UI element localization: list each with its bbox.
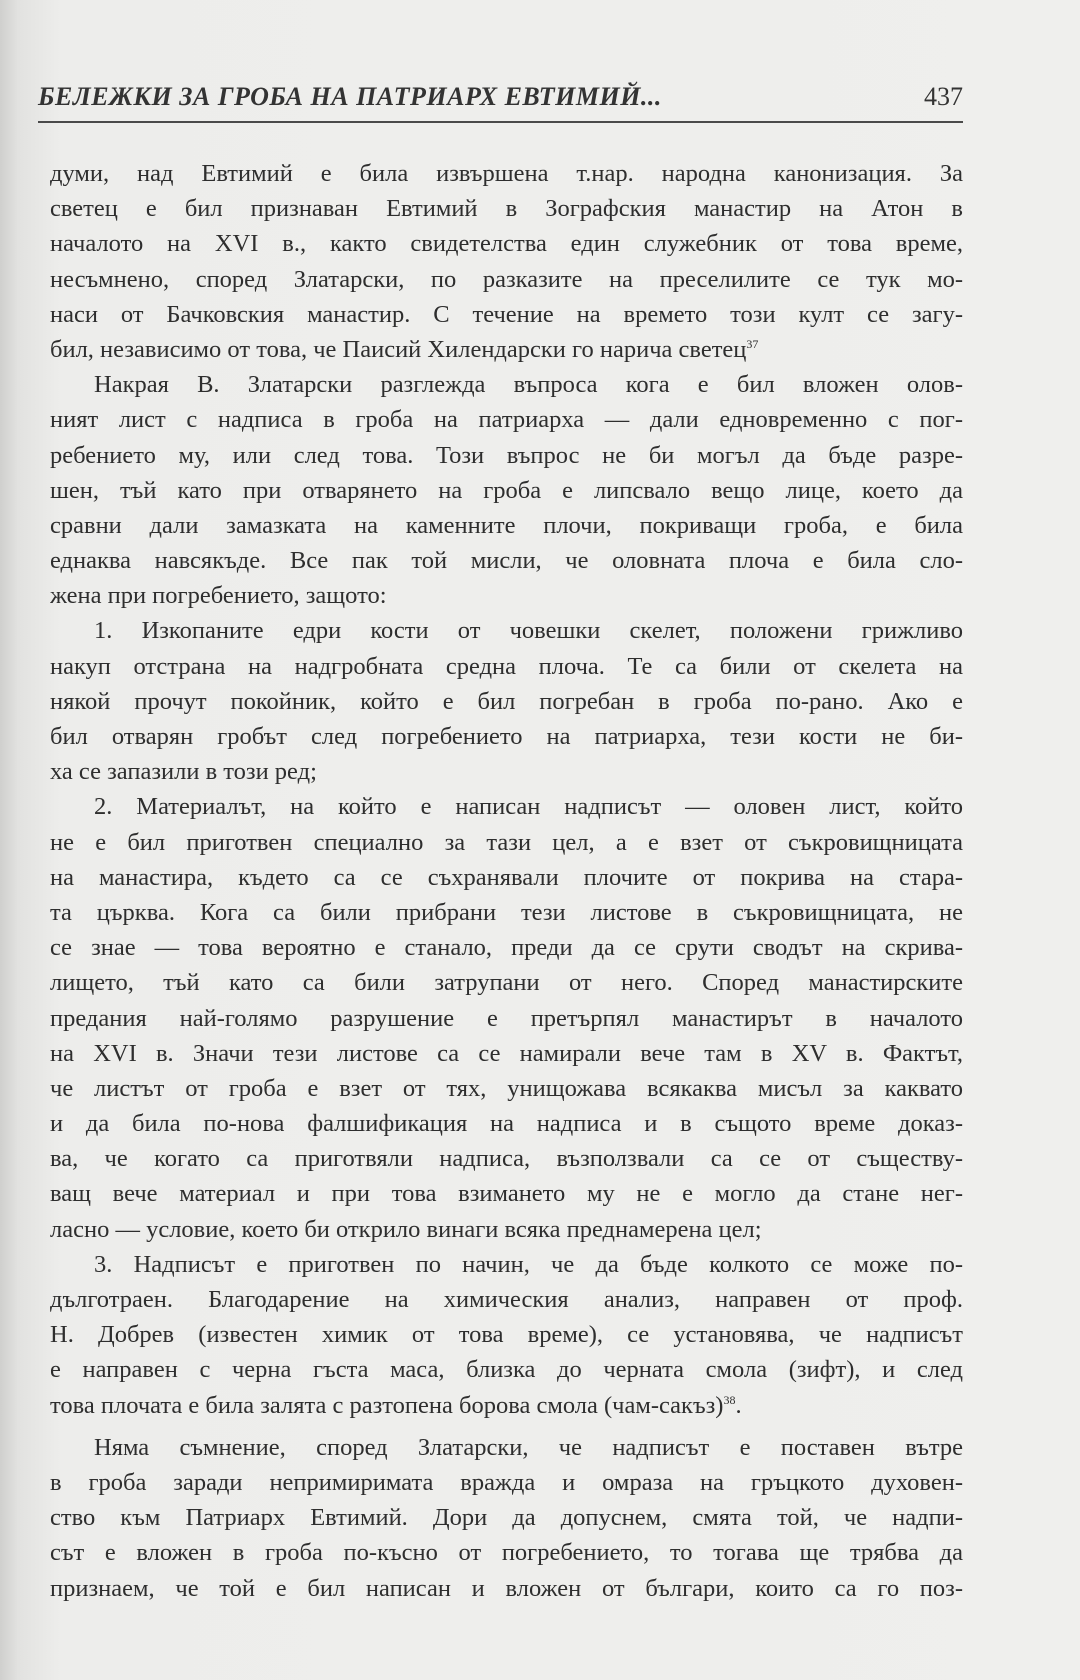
text-line: ващ вече материал и при това взимането му не е могло да стане нег- xyxy=(50,1180,963,1208)
text-line: е направен с черна гъста маса, близка до черната смола (зифт), и след xyxy=(50,1356,963,1384)
paragraph xyxy=(50,613,963,789)
text-line: Накрая В. Златарски разглежда въпроса кога е бил вложен олов- xyxy=(94,371,963,399)
text-line: шен, тъй като при отварянето на гроба е липсвало вещо лице, което да xyxy=(50,476,963,504)
text-line: ха се запазили в този ред; xyxy=(50,758,317,786)
running-head: БЕЛЕЖКИ ЗА ГРОБА НА ПАТРИАРХ ЕВТИМИЙ... xyxy=(38,82,662,111)
text-line: началото на XVI в., както свидетелства един служебник от това време, xyxy=(50,230,963,258)
text-line: та църква. Кога са били прибрани тези листове в съкровищницата, не xyxy=(50,898,963,926)
text-line: наси от Бачковския манастир. С течение на времето този култ се загу- xyxy=(50,300,963,328)
text-line: и да била по-нова фалшификация на надписа и в същото време доказ- xyxy=(50,1110,963,1138)
paragraph xyxy=(50,156,963,367)
text-line: не е бил приготвен специално за тази цел, а е взет от съкровищницата xyxy=(50,828,963,856)
text-line: ребението му, или след това. Този въпрос не би могъл да бъде разре- xyxy=(50,441,963,469)
footnote-marker: 37 xyxy=(746,336,759,351)
text-line: дълготраен. Благодарение на химическия анализ, направен от проф. xyxy=(50,1286,963,1313)
text-line xyxy=(50,332,963,367)
text-line: това плочата е била залята с разтопена борова смола (чам-сакъз)$^{38}$. xyxy=(50,1391,742,1419)
footnote-marker: 38 xyxy=(723,1392,736,1407)
text-line: ва, че когато са приготвяли надписа, възползвали са се от съществу- xyxy=(50,1145,963,1173)
text-line: сравни дали замазката на каменните плочи, покриващи гроба, е била xyxy=(50,511,963,539)
text-line: светец е бил признаван Евтимий в Зографския манастир на Атон в xyxy=(50,195,963,223)
text-line: ласно — условие, което би открило винаги всяка преднамерена цел; xyxy=(50,1215,762,1243)
text-line: несъмнено, според Златарски, по разказите на преселилите се тук мо- xyxy=(50,265,963,293)
paragraph xyxy=(50,367,963,613)
text-line: на манастира, където са се съхранявали плочите от покрива на стара- xyxy=(50,863,963,891)
text-line: признаем, че той е бил написан и вложен от българи, които са го поз- xyxy=(50,1574,963,1602)
text-line: 1. Изкопаните едри кости от човешки скелет, положени грижливо xyxy=(94,617,963,645)
text-line: еднаква навсякъде. Все пак той мисли, че оловната плоча е била сло- xyxy=(50,547,963,575)
text-line: Няма съмнение, според Златарски, че надписът е поставен вътре xyxy=(94,1433,963,1461)
text-line: че листът от гроба е взет от тях, унищожава всякаква мисъл за каквато xyxy=(50,1074,963,1102)
text-line-content: бил, независимо от това, че Паисий Хилендарски го нарича светец xyxy=(50,335,747,363)
text-line: лището, тъй като са били затрупани от него. Според манастирските xyxy=(50,969,963,997)
text-line: накуп отстрана на надгробната средна плоча. Те са били от скелета на xyxy=(50,652,963,680)
body-text xyxy=(50,156,963,1606)
text-line: жена при погребението, защото: xyxy=(50,582,387,610)
text-line: ният лист с надписа в гроба на патриарха — дали едновременно с пог- xyxy=(50,406,963,434)
text-line: в гроба заради непримиримата вражда и омраза на гръцкото духовен- xyxy=(50,1468,963,1496)
text-line: предания най-голямо разрушение е претърпял манастирът в началото xyxy=(50,1004,963,1032)
text-line: на XVI в. Значи тези листове са се намирали вече там в XV в. Фактът, xyxy=(50,1039,963,1067)
text-line: думи, над Евтимий е била извършена т.нар. народна канонизация. За xyxy=(50,160,963,187)
text-line: бил отварян гробът след погребението на патриарха, тези кости не би- xyxy=(50,723,963,750)
header-rule xyxy=(38,121,963,123)
page-header xyxy=(38,82,963,122)
page-number: 437 xyxy=(924,82,963,111)
text-line: сът е вложен в гроба по-късно от погребението, то тогава ще трябва да xyxy=(50,1539,963,1567)
text-line: 3. Надписът е приготвен по начин, че да бъде колкото се може по- xyxy=(94,1250,963,1278)
text-line: някой прочут покойник, който е бил погребан в гроба по-рано. Ако е xyxy=(50,687,963,715)
text-line-content: това плочата е била залята с разтопена борова смола (чам-сакъз) xyxy=(50,1391,724,1419)
paragraph xyxy=(50,1247,963,1423)
text-line: 2. Материалът, на който е написан надписът — оловен лист, който xyxy=(94,793,963,821)
text-line: се знае — това вероятно е станало, преди да се срути сводът на скрива- xyxy=(50,934,963,962)
text-line: ство към Патриарх Евтимий. Дори да допуснем, смята той, че надпи- xyxy=(50,1504,963,1532)
paragraph xyxy=(50,1430,963,1606)
paragraph-gap xyxy=(50,1423,963,1430)
text-line: Н. Добрев (известен химик от това време), се установява, че надписът xyxy=(50,1321,963,1349)
paragraph xyxy=(50,789,963,1246)
